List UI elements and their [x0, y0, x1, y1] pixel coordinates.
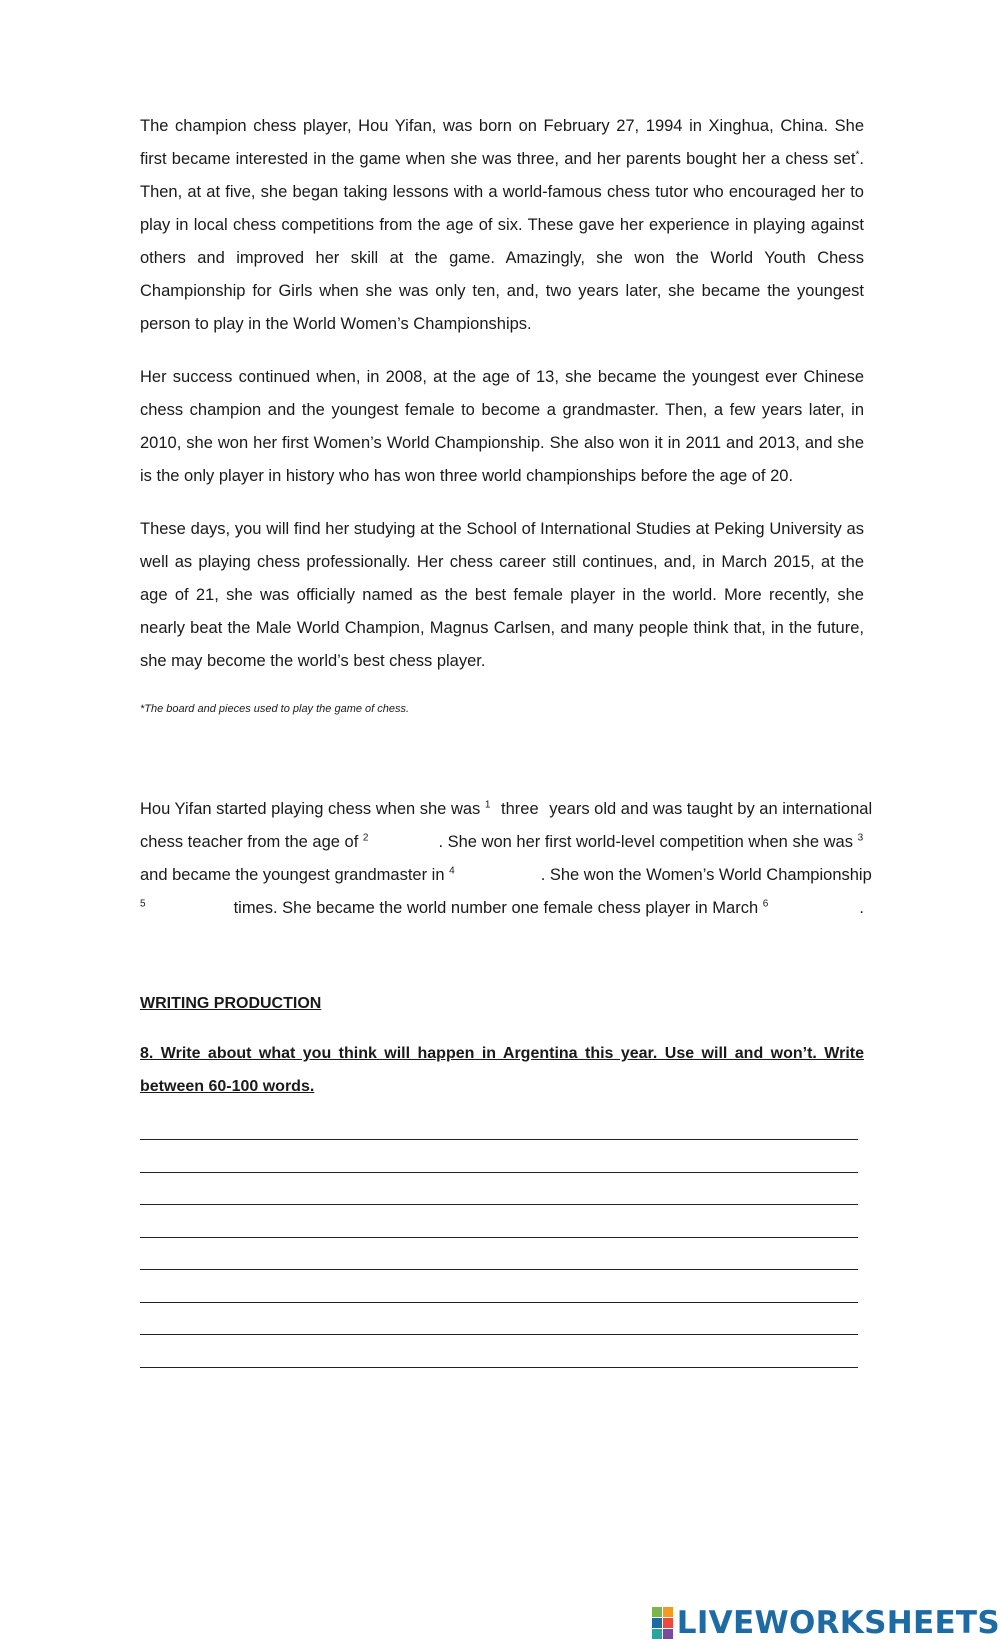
summary-text-part: . She won her first world-level competition when she was	[438, 833, 853, 851]
summary-text-part: years old and was taught by an international	[549, 800, 873, 818]
logo-tile	[652, 1629, 662, 1639]
summary-line	[140, 826, 864, 859]
reading-paragraph-1	[140, 110, 864, 341]
writing-line[interactable]	[140, 1303, 858, 1336]
summary-text	[140, 859, 872, 892]
summary-text-part: . She won the Women’s World Championship	[540, 866, 872, 884]
writing-line[interactable]	[140, 1205, 858, 1238]
liveworksheets-logo	[652, 1605, 1000, 1641]
gap-number: 1	[484, 799, 491, 811]
gap-number: 2	[362, 832, 369, 844]
reading-paragraph-3: These days, you will find her studying at the School of International Studies at Peking University as well as playing chess professionally. Her chess career still continues, and, in March 2015, at the age of 21, she was officially named as the best female player in the world. More recently, she nearly beat the Male World Champion, Magnus Carlsen, and many people think that, in the future, she may become the world’s best chess player.	[140, 520, 864, 670]
summary-text-part: and became the youngest grandmaster in	[140, 866, 445, 884]
gap-number: 6	[762, 898, 769, 910]
logo-tile	[652, 1618, 662, 1628]
logo-tile	[652, 1607, 662, 1617]
writing-line[interactable]	[140, 1173, 858, 1206]
reading-paragraph-2: Her success continued when, in 2008, at the age of 13, she became the youngest ever Chinese chess champion and the youngest female to become a grandmaster. Then, a few years later, in 2010, she won her first Women’s World Championship. She also won it in 2011 and 2013, and she is the only player in history who has won three world championships before the age of 20.	[140, 368, 864, 485]
gap-number: 3	[857, 832, 864, 844]
gap-number: 5	[140, 898, 146, 910]
summary-text-part: chess teacher from the age of	[140, 833, 359, 851]
writing-line[interactable]	[140, 1335, 858, 1368]
footnote: *The board and pieces used to play the game of chess.	[140, 703, 410, 715]
summary-text	[140, 892, 854, 925]
writing-line[interactable]	[140, 1140, 858, 1173]
summary-text	[140, 793, 872, 826]
writing-area[interactable]	[140, 1120, 858, 1368]
paragraph-text: . Then, at at five, she began taking lessons with a world-famous chess tutor who encouraged her to play in local chess competitions from the age of six. These gave her experience in playing against others and improved her skill at the game. Amazingly, she won the World Youth Chess Championship for Girls when she was only ten, and, two years later, she became the youngest person to play in the World Women’s Championships.	[140, 150, 864, 333]
writing-line[interactable]	[140, 1120, 858, 1140]
liveworksheets-logo-icon	[652, 1607, 673, 1639]
logo-tile	[663, 1618, 673, 1628]
writing-line[interactable]	[140, 1238, 858, 1271]
summary-text	[140, 826, 863, 859]
section-title: WRITING PRODUCTION	[140, 995, 322, 1012]
logo-tile	[663, 1629, 673, 1639]
logo-tile	[663, 1607, 673, 1617]
summary-end-period: .	[859, 899, 864, 917]
summary-text-part: Hou Yifan started playing chess when she was	[140, 800, 481, 818]
gap-number: 4	[449, 865, 455, 877]
summary-line	[140, 892, 864, 925]
paragraph-text: The champion chess player, Hou Yifan, was born on February 27, 1994 in Xinghua, China. She first became interested in the game when she was three, and her parents bought her a chess set	[140, 117, 864, 168]
summary-line	[140, 859, 872, 892]
summary-line	[140, 793, 873, 826]
writing-task: 8. Write about what you think will happen in Argentina this year. Use will and won’t. Write between 60-100 words.	[140, 1045, 864, 1095]
summary-text-part: times. She became the world number one female chess player in March	[233, 899, 759, 917]
logo-text: LIVEWORKSHEETS	[676, 1605, 1000, 1641]
gap-fill-summary	[140, 793, 873, 925]
reading-text	[140, 110, 864, 698]
footnote-marker: *	[855, 149, 860, 161]
answer-field-1[interactable]: three	[501, 800, 539, 818]
writing-line[interactable]	[140, 1270, 858, 1303]
